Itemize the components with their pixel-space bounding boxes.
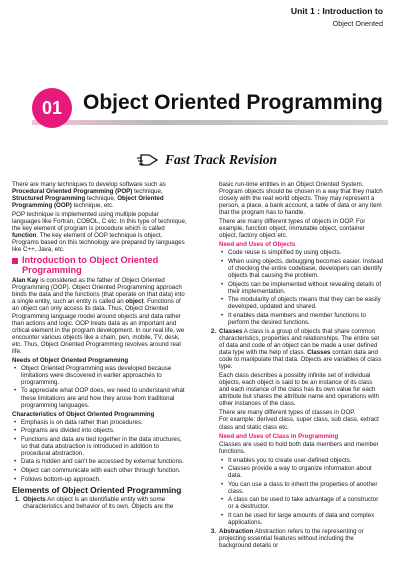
classes-term: Classes [307, 349, 331, 357]
need-objects-heading: Need and Uses of Objects [219, 241, 296, 249]
needs-heading: Needs of Object Oriented Programming [12, 356, 129, 364]
classes-text: contain data and code to manipulate that data. Objects are variables of class type. [219, 349, 382, 371]
item-content [219, 328, 384, 370]
need-objects-list [208, 249, 384, 325]
list-item: • Emphasis is on data rather than procedures. [12, 419, 188, 426]
heading-text: Introduction to Object Oriented Programming [22, 255, 159, 275]
abstraction-text: Abstraction refers to the representing or projecting essential features without including the background details or [219, 528, 364, 550]
element-classes [208, 328, 384, 370]
chapter-header [32, 88, 388, 124]
pop-text: POP technique is implemented using multiple popular languages like Fortran, COBOL, C etc. In this type of technique, the key element of program is procedure which is called [12, 211, 187, 233]
list-item: • It enables data members and member functions to perform the desired functions. [219, 312, 384, 326]
need-class-heading: Need and Uses of Class in Programming [219, 432, 339, 440]
list-item: • Follows bottom-up approach. [12, 476, 188, 483]
right-column [208, 181, 384, 551]
section-heading-intro-oop [12, 256, 188, 275]
class-types-text: There are many different types of classes in OOP. [219, 409, 356, 417]
class-description-paragraph: Each class describes a possibly infinite set of individual objects, each object is said to be an instance of its class and each instance of the class has its own value for each attribute but shares the attribute name and operations with other instances of the class. [219, 372, 379, 408]
item-content [219, 528, 384, 549]
list-item: • Data is hidden and can't be accessed by external functions. [12, 458, 188, 465]
left-column [12, 181, 188, 512]
class-types-example: For example; derived class, super class, sub class, extract class and static class etc. [219, 416, 379, 431]
heading-bullet-icon [12, 258, 18, 264]
list-item: • It enables you to create user-defined objects. [219, 457, 384, 464]
fast-track-title: Fast Track Revision [165, 152, 278, 167]
objects-text: An object is an identifiable entity with some characteristics and behavior of its own. Objects are the [23, 495, 174, 510]
list-item: • When using objects, debugging becomes easier. Instead of checking the entire codebase, developers can identify objects that causing the problem. [219, 258, 384, 279]
item-number: 2. [210, 327, 216, 335]
list-item: • Functions and data are tied together in the data structures, so that data abstraction is introduced in addition to procedural abstraction. [12, 436, 188, 457]
list-item: • A class can be used to take advantage of a constructor or a destructor. [219, 496, 384, 510]
unit-header [291, 6, 383, 28]
alan-kay-paragraph [12, 277, 188, 355]
item-number: 3. [210, 528, 216, 536]
object-types-paragraph: There are many different types of objects in OOP. For example, function object, immutable object, container object, factory object etc. [219, 218, 366, 240]
intro-text: There are many techniques to develop software such as [12, 181, 166, 188]
pop-paragraph [12, 211, 188, 253]
characteristics-heading: Characteristics of Object Oriented Programming [12, 410, 155, 418]
objects-term: Objects [23, 495, 46, 503]
chapter-number-badge: 01 [32, 88, 72, 128]
intro-paragraph [12, 181, 188, 209]
need-class-list [208, 457, 384, 526]
list-item: • You can use a class to inherit the properties of another class. [219, 481, 384, 495]
element-abstraction [208, 528, 384, 549]
alan-kay-text: . Functions of an object can only access its data. Thus, Object Oriented Programming language model around objects and data rather than actions and logic. OOP treats data as an important and critical element in the program development. In our real life, we encounter various objects like a chain, pen, mobile, TV, desk, etc. Thus, Object Oriented Programming revolves around real life. [12, 298, 185, 355]
list-item: • Object can communicate with each other through function. [12, 467, 188, 474]
intro-oop-term: Object Oriented Programming (OOP) [12, 195, 164, 210]
intro-text: technique, [132, 188, 163, 196]
object-term: object [125, 298, 144, 306]
pop-text: . The key element of OOP technique is object. Programs based on this technology are prepared by languages like C++, Java, etc. [12, 232, 185, 254]
list-item: • It can be used for large amounts of data and complex applications. [219, 512, 384, 526]
intro-text: technique, etc. [71, 202, 114, 210]
class-types-paragraph [208, 409, 384, 430]
list-item: • The modularity of objects means that they can be easily developed, updated and shared. [219, 296, 384, 310]
list-item: • Code reuse is simplified by using objects. [219, 249, 384, 256]
fast-track-icon [137, 153, 159, 167]
elements-heading: Elements of Object Oriented Programming [12, 484, 182, 495]
element-objects [12, 496, 188, 510]
fast-track-banner [137, 152, 277, 168]
intro-pop-term: Procedural Oriented Programming (POP) [12, 188, 133, 196]
intro-structured-term: Structured Programming [12, 195, 86, 203]
classes-text: A class is a group of objects that share common characteristics, properties and relationships. The entire set of data and code of an object can be made a user defined data type with the help of class. [219, 327, 380, 357]
pop-function-term: function [12, 232, 37, 240]
item-number: 1. [14, 495, 20, 503]
abstraction-term: Abstraction [219, 528, 254, 536]
chapter-title: Object Oriented Programming [83, 91, 383, 114]
objects-continued-paragraph: basic run-time entities in an Object Oriented System. Program objects should be chosen in a way that they match closely with the real world objects. They may represent a person, a place, a bank account, a table of data or any item that the program has to handle. [219, 181, 383, 217]
list-item: • Object Oriented Programming was developed because limitations were discovered in earlier approaches to programming. [12, 365, 188, 386]
chapter-underline [32, 120, 388, 125]
classes-term: Classes [219, 327, 243, 335]
unit-title: Unit 1 : Introduction to [290, 6, 383, 16]
intro-text: technique, [85, 195, 118, 203]
class-intro-paragraph: Classes are used to hold both data members and member functions. [219, 440, 379, 455]
characteristics-list [12, 419, 188, 483]
needs-list [12, 365, 188, 409]
list-item: • To appreciate what OOP does, we need to understand what these limitations are and how they arose from traditional programming languages. [12, 387, 188, 408]
alan-kay-text: is considered as the father of Object Oriented Programming (OOP). Object Oriented Programming approach binds the data and the functions (that operate on that data) into a single entity, such an entity is called an [12, 277, 185, 306]
alan-kay-term: Alan Kay [12, 277, 39, 285]
unit-subtitle: Object Oriented [332, 19, 383, 28]
item-content [23, 496, 188, 510]
list-item: • Programs are divided into objects. [12, 427, 188, 434]
list-item: • Classes provide a way to organize information about data. [219, 465, 384, 479]
list-item: • Objects can be implemented without revealing details of their implementation. [219, 281, 384, 295]
